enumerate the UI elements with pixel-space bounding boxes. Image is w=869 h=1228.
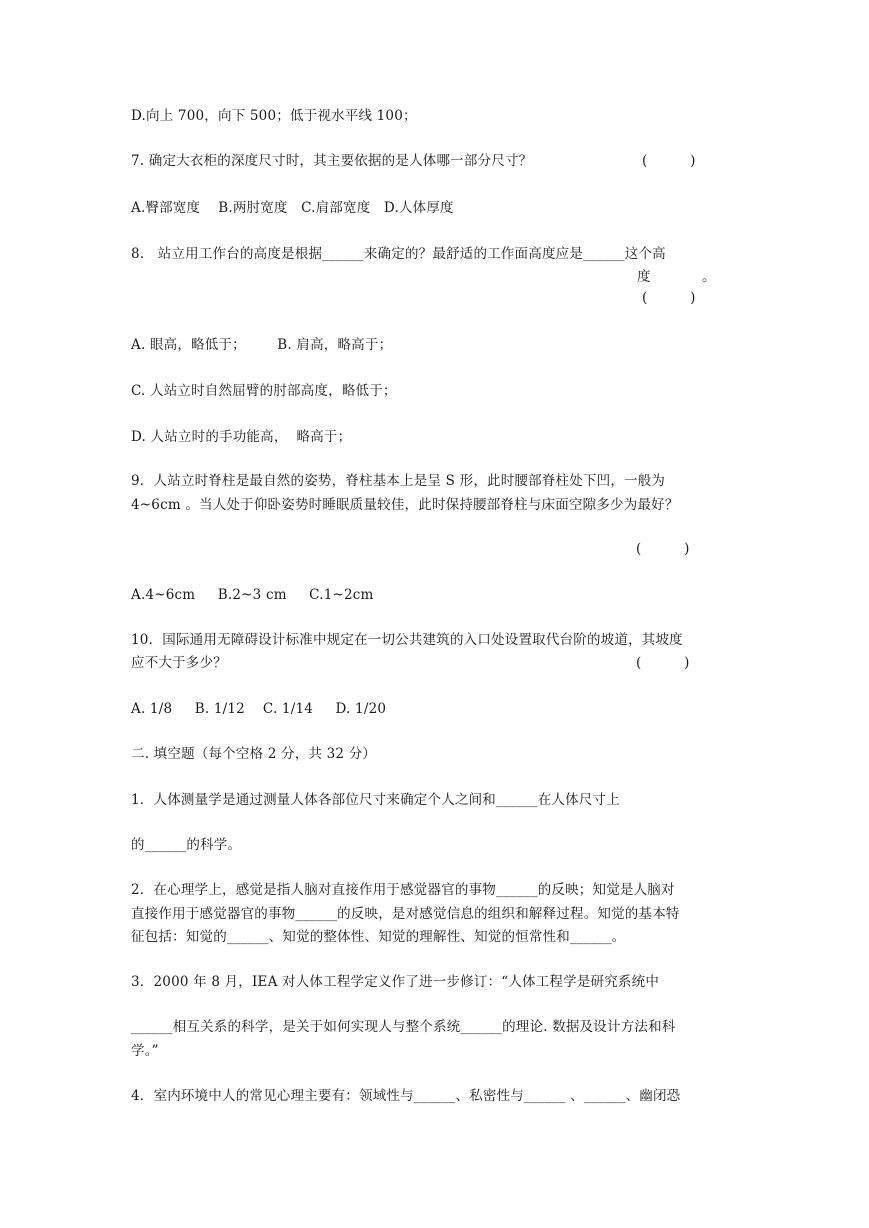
q8-option-c: C. 人站立时自然屈臂的肘部高度，略低于； — [131, 383, 397, 399]
fill3-line2: ______相互关系的科学，是关于如何实现人与整个系统______的理论. 数据及设计方法和科 — [131, 1019, 676, 1035]
q8-answer-paren: ( ) — [642, 290, 696, 306]
q10-line1: 10．国际通用无障碍设计标准中规定在一切公共建筑的入口处设置取代台阶的坡道，其坡度 — [131, 632, 683, 648]
q9-answer-paren: ( ) — [636, 541, 690, 557]
fill2-line3: 征包括：知觉的______、知觉的整体性、知觉的理解性、知觉的恒常性和______。 — [131, 929, 626, 945]
q9-options: A.4~6cm B.2~3 cm C.1~2cm — [131, 587, 374, 603]
fill4-line1: 4．室内环境中人的常见心理主要有：领域性与______、私密性与______ 、______、幽闭恐 — [131, 1088, 681, 1104]
q8-text-cont: 度 。 — [637, 269, 716, 285]
q8-options-ab: A. 眼高，略低于； B. 肩高，略高于； — [131, 337, 393, 353]
q7-options: A.臀部宽度 B.两肘宽度 C.肩部宽度 D.人体厚度 — [131, 200, 454, 216]
fill1-line1: 1．人体测量学是通过测量人体各部位尺寸来确定个人之间和______在人体尺寸上 — [131, 792, 620, 808]
q10-options: A. 1/8 B. 1/12 C. 1/14 D. 1/20 — [131, 701, 387, 717]
q9-line1: 9．人站立时脊柱是最自然的姿势，脊柱基本上是呈 S 形，此时腰部脊柱处下凹，一般为 — [131, 473, 666, 489]
fill2-line2: 直接作用于感觉器官的事物______的反映，是对感觉信息的组织和解释过程。知觉的基本特 — [131, 906, 680, 922]
q6-option-d: D.向上 700，向下 500；低于视水平线 100； — [131, 108, 417, 124]
q7-answer-paren: ( ) — [642, 153, 696, 169]
section2-title: 二. 填空题（每个空格 2 分，共 32 分） — [131, 746, 377, 762]
q10-answer-paren: ( ) — [636, 655, 690, 671]
q8-option-d: D. 人站立时的手功能高， 略高于； — [131, 429, 352, 445]
fill3-line1: 3．2000 年 8 月，IEA 对人体工程学定义作了进一步修订：“人体工程学是研究系统中 — [131, 974, 660, 990]
q8-text: 8. 站立用工作台的高度是根据______来确定的？最舒适的工作面高度应是______这个高 — [131, 246, 666, 262]
q10-line2: 应不大于多少？ — [131, 655, 227, 671]
fill3-line3: 学。” — [131, 1043, 159, 1059]
q9-line2: 4~6cm 。当人处于仰卧姿势时睡眠质量较佳，此时保持腰部脊柱与床面空隙多少为最好？ — [131, 497, 679, 513]
q7-text: 7. 确定大衣柜的深度尺寸时，其主要依据的是人体哪一部分尺寸？ — [131, 153, 533, 169]
fill1-line2: 的______的科学。 — [131, 837, 242, 853]
fill2-line1: 2．在心理学上，感觉是指人脑对直接作用于感觉器官的事物______的反映；知觉是人脑对 — [131, 882, 675, 898]
